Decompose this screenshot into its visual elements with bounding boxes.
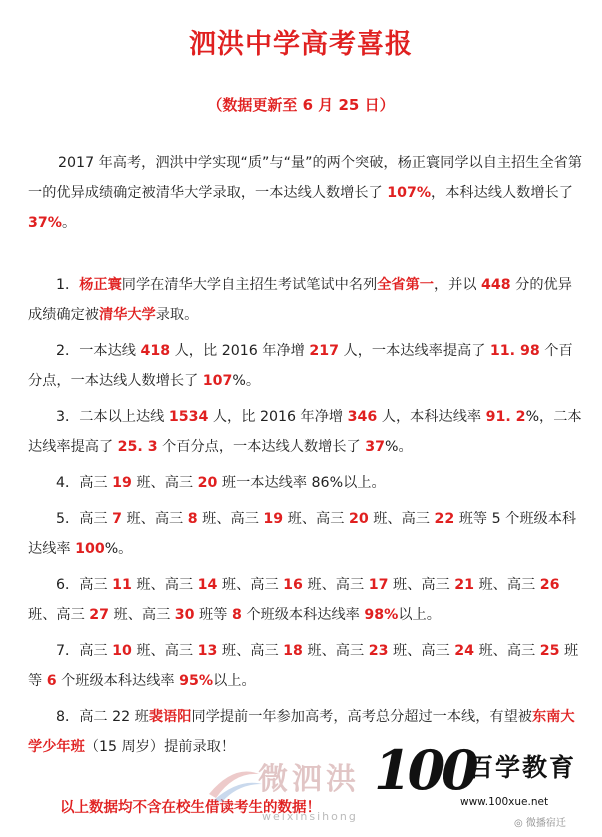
intro-paragraph [28, 148, 584, 238]
highlight-text: 20 [197, 475, 218, 491]
highlight-text: 22 [434, 511, 455, 527]
page-subtitle: （数据更新至 6 月 25 日） [207, 96, 395, 114]
highlight-text: 11 [112, 577, 132, 593]
achievement-item [28, 336, 584, 396]
achievement-list [28, 270, 584, 768]
body-text: 班、高三 [302, 643, 369, 659]
highlight-text: 91. 2 [485, 409, 526, 425]
body-text: 8．高二 22 班 [56, 709, 149, 725]
body-text: 班等 [194, 607, 232, 623]
body-text: 班、高三 [302, 577, 369, 593]
highlight-text: 16 [283, 577, 303, 593]
highlight-text: 杨正寰 [79, 277, 122, 293]
wechat-icon: ◎ [514, 818, 523, 829]
body-text: 班、高三 [388, 643, 455, 659]
body-text: 1． [56, 277, 80, 293]
logo-100: 100 [374, 738, 475, 802]
body-text: 同学提前一年参加高考，高考总分超过一本线，有望被 [191, 709, 532, 725]
body-text: 6．高三 [56, 577, 113, 593]
body-text: 班等 5 个班级本科达线率 [28, 511, 577, 557]
body-text: 个班级本科达线率 [56, 673, 180, 689]
body-text: 个百分点，一本达线人数增长了 [28, 343, 573, 389]
highlight-text: 107 [202, 373, 233, 389]
achievement-item [28, 570, 584, 630]
body-text: 班、高三 [197, 511, 264, 527]
highlight-text: 20 [348, 511, 369, 527]
wechat-badge-label: 微播宿迁 [525, 818, 566, 829]
highlight-text: 10 [112, 643, 132, 659]
highlight-text: 裴语阳 [148, 709, 192, 725]
highlight-text: 418 [140, 343, 171, 359]
highlight-text: 37 [365, 439, 385, 455]
body-text: 分的优异成绩确定被 [28, 277, 572, 323]
achievement-item [28, 402, 584, 462]
body-text: ，本科达线人数增长了 [431, 185, 573, 201]
highlight-text: 清华大学 [98, 307, 156, 323]
highlight-text: 7 [112, 511, 122, 527]
highlight-text: 1534 [168, 409, 209, 425]
body-text: 班、高三 [217, 577, 284, 593]
body-text: 个班级本科达线率 [241, 607, 365, 623]
highlight-text: 全省第一 [377, 277, 434, 293]
highlight-text: 26 [539, 577, 560, 593]
body-text: 班等 [28, 643, 579, 689]
body-text: 班、高三 [368, 511, 435, 527]
body-text: 班、高三 [388, 577, 455, 593]
highlight-text: 8 [187, 511, 198, 527]
achievement-item [28, 636, 584, 696]
highlight-text: 24 [454, 643, 474, 659]
swoosh-icon [204, 764, 264, 804]
watermark-wei-sihong-sub: weixinsihong [262, 810, 358, 823]
body-text: %。 [232, 373, 261, 389]
highlight-text: 25. 3 [117, 439, 158, 455]
highlight-text: 21 [454, 577, 474, 593]
body-text: 班、高三 [131, 643, 198, 659]
body-text: 班、高三 [217, 643, 284, 659]
body-text: 7．高三 [56, 643, 113, 659]
body-text: 3．二本以上达线 [56, 409, 169, 425]
logo-name: 百学教育 [468, 753, 577, 782]
body-text: 班、高三 [121, 511, 188, 527]
highlight-text: 19 [263, 511, 284, 527]
wechat-badge [514, 814, 566, 829]
highlight-text: 13 [197, 643, 218, 659]
logo-url: www.100xue.net [460, 796, 549, 808]
highlight-text: 95% [179, 673, 214, 689]
highlight-text: 107% [387, 185, 432, 201]
page-title: 泗洪中学高考喜报 [189, 29, 413, 60]
highlight-text: 27 [89, 607, 110, 623]
body-text: 2017 年高考，泗洪中学实现“质”与“量”的两个突破，杨正寰同学以自主招生全省第一的优异成绩确定被清华大学录取，一本达线人数增长了 [28, 155, 583, 201]
body-text: 人，本科达线率 [377, 409, 486, 425]
body-text: %。 [385, 439, 413, 455]
body-text: 班、高三 [28, 607, 90, 623]
watermark-wei-sihong: 微泗洪 [258, 762, 360, 797]
body-text: ，并以 [433, 277, 482, 293]
body-text: 个百分点，一本达线人数增长了 [157, 439, 366, 455]
footer-note: 以上数据均不含在校生借读考生的数据！ [60, 800, 321, 816]
body-text: 班、高三 [283, 511, 349, 527]
highlight-text: 11. 98 [489, 343, 540, 359]
highlight-text: 6 [46, 673, 57, 689]
highlight-text: 东南大学少年班 [28, 709, 575, 755]
body-text: %。 [104, 541, 133, 557]
body-text: %，二本达线率提高了 [28, 409, 582, 455]
highlight-text: 37% [28, 215, 62, 231]
achievement-item [28, 504, 584, 564]
highlight-text: 14 [197, 577, 218, 593]
highlight-text: 98% [364, 607, 399, 623]
body-text: 人，比 2016 年净增 [170, 343, 310, 359]
body-text: 2．一本达线 [56, 343, 141, 359]
body-text: 班、高三 [131, 577, 198, 593]
highlight-text: 346 [347, 409, 378, 425]
highlight-text: 19 [112, 475, 132, 491]
achievement-item [28, 270, 584, 330]
highlight-text: 25 [539, 643, 560, 659]
body-text: （15 周岁）提前录取！ [84, 739, 236, 755]
achievement-item [28, 468, 584, 498]
highlight-text: 448 [481, 277, 511, 293]
body-text: 。 [61, 215, 77, 231]
highlight-text: 8 [231, 607, 242, 623]
body-text: 班一本达线率 86%以上。 [217, 475, 386, 491]
highlight-text: 18 [283, 643, 303, 659]
body-text: 班、高三 [131, 475, 198, 491]
body-text: 人，比 2016 年净增 [208, 409, 348, 425]
highlight-text: 100 [75, 541, 105, 557]
body-text: 以上。 [398, 607, 441, 623]
body-text: 班、高三 [473, 577, 540, 593]
highlight-text: 30 [174, 607, 195, 623]
highlight-text: 17 [368, 577, 389, 593]
body-text: 以上。 [213, 673, 256, 689]
body-text: 5．高三 [56, 511, 113, 527]
highlight-text: 217 [309, 343, 340, 359]
body-text: 班、高三 [109, 607, 175, 623]
bai-xue-logo [370, 734, 602, 837]
body-text: 同学在清华大学自主招生考试笔试中名列 [121, 277, 378, 293]
highlight-text: 23 [368, 643, 389, 659]
body-text: 班、高三 [473, 643, 540, 659]
body-text: 4．高三 [56, 475, 113, 491]
body-text: 人，一本达线率提高了 [339, 343, 490, 359]
body-text: 录取。 [155, 307, 199, 323]
